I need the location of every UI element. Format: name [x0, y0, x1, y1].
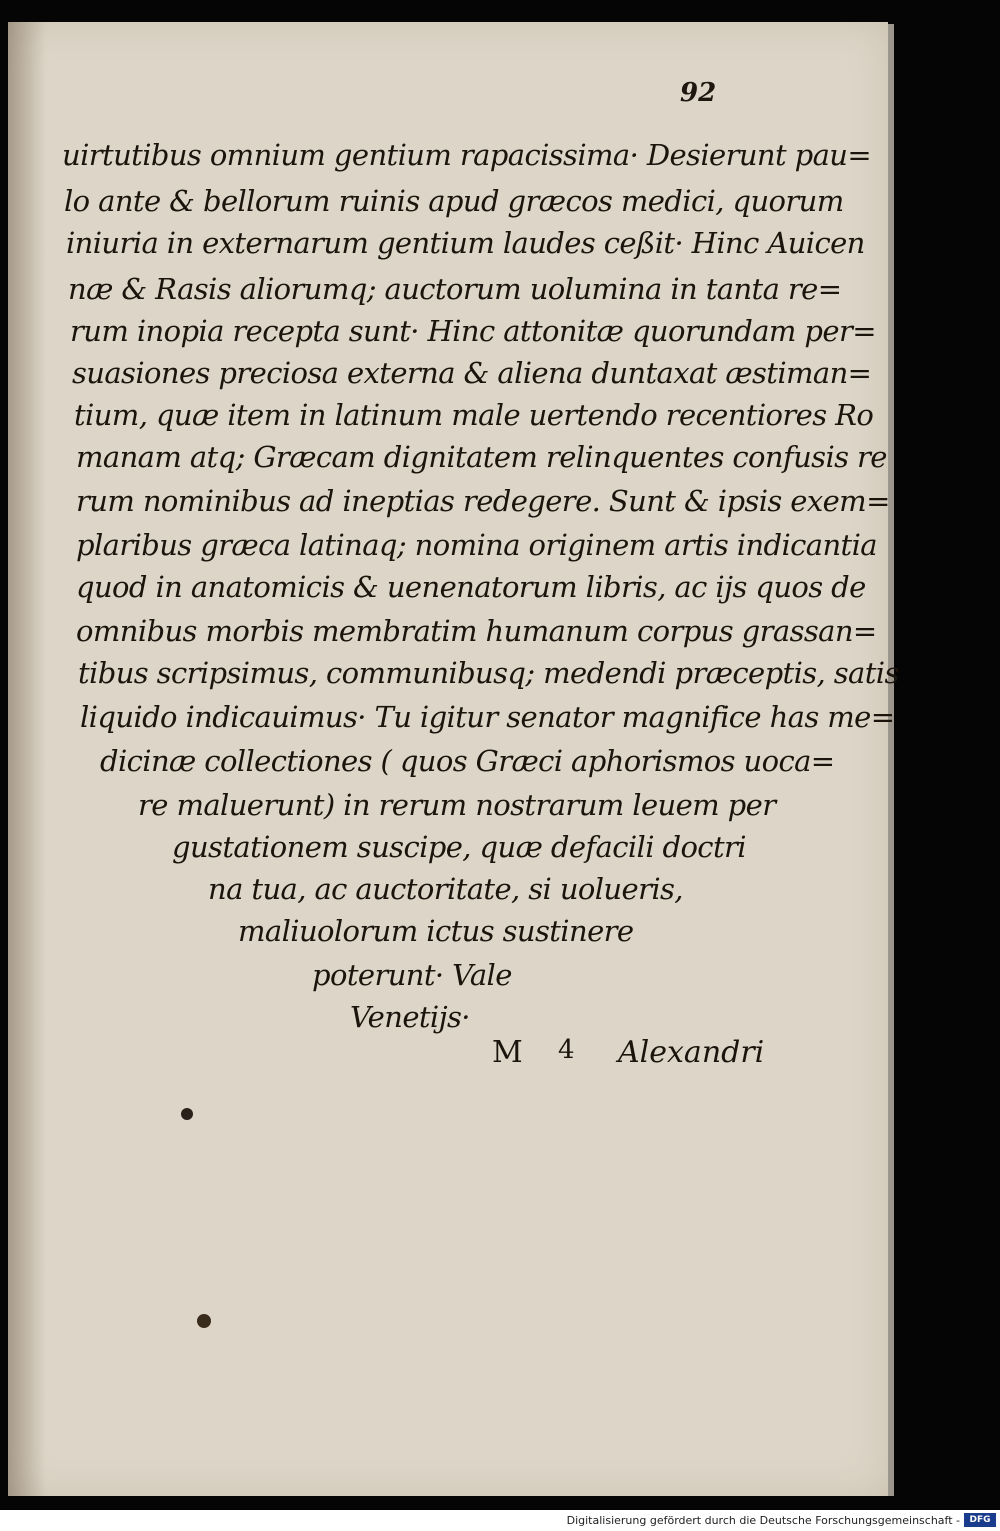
dfg-logo: DFG	[964, 1513, 996, 1527]
catchword: Alexandri	[618, 1035, 765, 1070]
footer-credit: Digitalisierung gefördert durch die Deutsche Forschungsgemeinschaft -	[566, 1514, 960, 1527]
text-line: Venetijs·	[350, 1000, 470, 1034]
folio-number: 92	[680, 78, 717, 108]
signature-number: 4	[558, 1035, 575, 1065]
gutter-shadow	[8, 22, 46, 1496]
text-line: suasiones preciosa externa & aliena duntaxat æstiman=	[72, 356, 872, 390]
footer-bar	[0, 1510, 1000, 1531]
text-line: manam atq; Græcam dignitatem relinquentes confusis re	[76, 440, 887, 474]
text-line: maliuolorum ictus sustinere	[238, 914, 634, 948]
signature-mark: M	[492, 1035, 523, 1070]
text-line: re maluerunt) in rerum nostrarum leuem per	[138, 788, 776, 822]
text-line: rum nominibus ad ineptias redegere. Sunt & ipsis exem=	[76, 484, 890, 518]
page-edge	[888, 24, 894, 1496]
text-line: iniuria in externarum gentium laudes ceßit· Hinc Auicen	[66, 226, 865, 260]
text-line: omnibus morbis membratim humanum corpus grassan=	[76, 614, 877, 648]
text-line: tium, quæ item in latinum male uertendo recentiores Ro	[74, 398, 874, 432]
text-line: quod in anatomicis & uenenatorum libris, ac ijs quos de	[76, 570, 866, 604]
text-line: næ & Rasis aliorumq; auctorum uolumina in tanta re=	[68, 272, 842, 306]
text-line: na tua, ac auctoritate, si uolueris,	[208, 872, 683, 906]
text-line: rum inopia recepta sunt· Hinc attonitæ quorundam per=	[70, 314, 876, 348]
ink-dot	[181, 1108, 193, 1120]
text-line: plaribus græca latinaq; nomina originem artis indicantia	[76, 528, 877, 562]
text-line: tibus scripsimus, communibusq; medendi præceptis, satis	[78, 656, 899, 690]
text-line: lo ante & bellorum ruinis apud græcos medici, quorum	[64, 184, 844, 218]
text-line: gustationem suscipe, quæ defacili doctri	[172, 830, 746, 864]
text-line: uirtutibus omnium gentium rapacissima· Desierunt pau=	[62, 138, 872, 172]
ink-dot	[197, 1314, 211, 1328]
text-line: dicinæ collectiones ( quos Græci aphorismos uoca=	[100, 744, 835, 778]
text-line: liquido indicauimus· Tu igitur senator magnifice has me=	[80, 700, 895, 734]
text-line: poterunt· Vale	[312, 958, 512, 992]
